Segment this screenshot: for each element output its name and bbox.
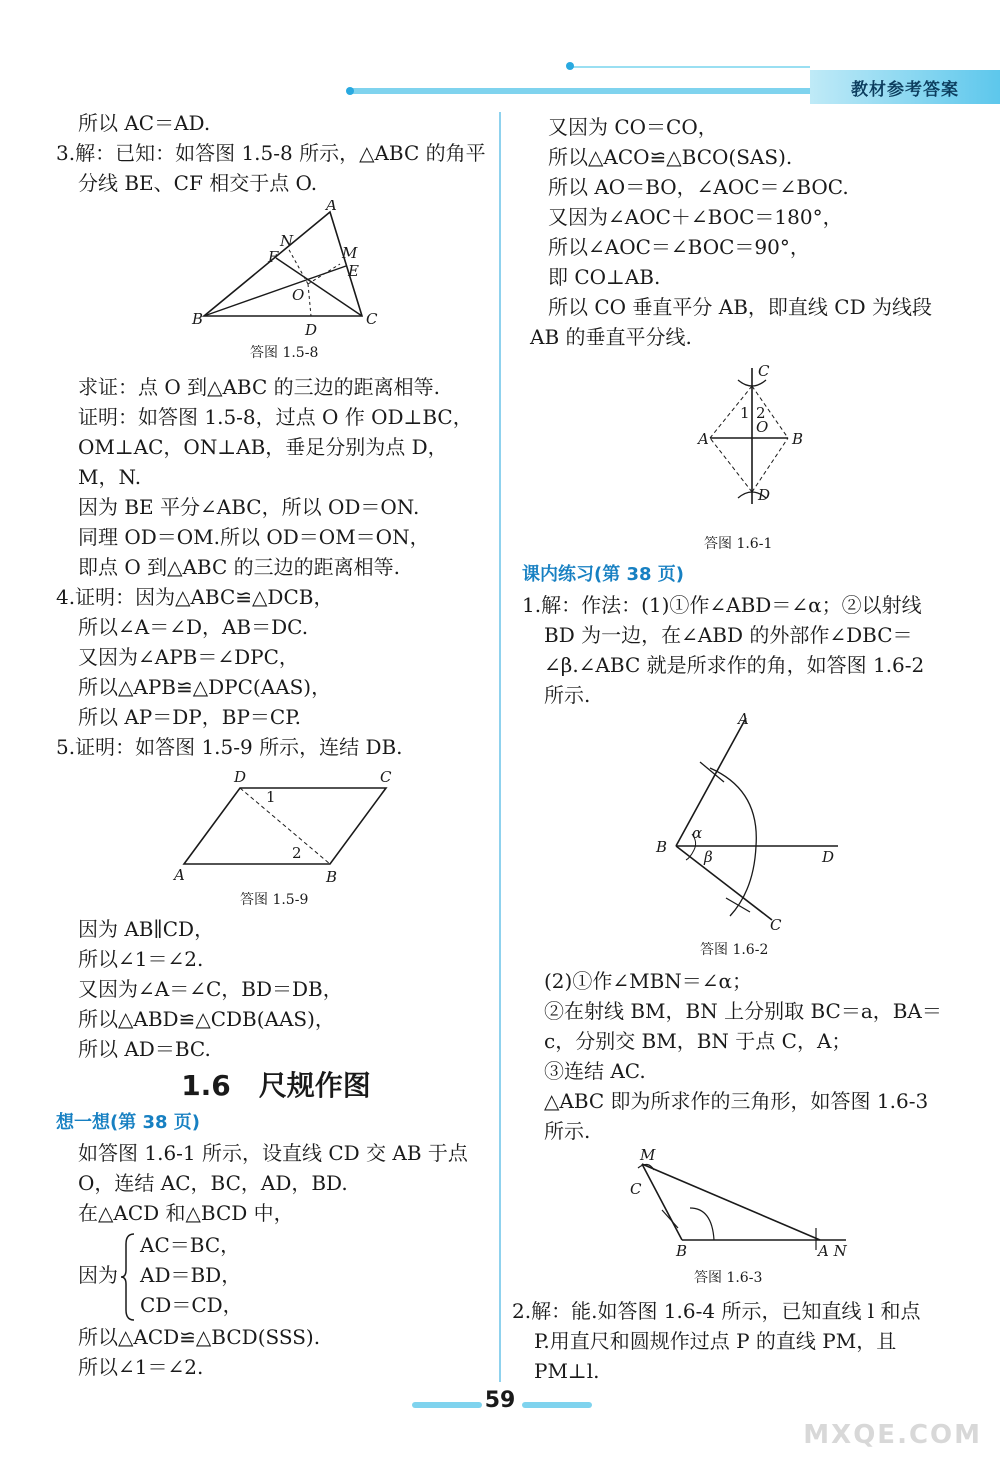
text-line: 分线 BE、CF 相交于点 O. [78, 171, 318, 195]
svg-text:A: A [738, 710, 749, 728]
svg-text:β: β [704, 848, 713, 866]
watermark: MXQE.COM [803, 1420, 982, 1450]
svg-text:A: A [174, 866, 185, 884]
text-line: 所以 AC＝AD. [78, 111, 211, 135]
text-line: △ABC 即为所求作的三角形，如答图 1.6-3 [544, 1089, 929, 1113]
brace-prefix: 因为 [78, 1263, 118, 1287]
svg-text:A: A [326, 200, 337, 214]
text-line: 即点 O 到△ABC 的三边的距离相等. [78, 555, 401, 579]
figure-1-5-8 [190, 200, 390, 370]
figure-1-6-1 [690, 358, 830, 556]
text-line: 所以∠1＝∠2. [78, 947, 204, 971]
svg-text:C: C [770, 916, 782, 934]
figure-1-6-2 [640, 710, 860, 964]
svg-text:D: D [305, 321, 318, 339]
brace-line: AC＝BC， [140, 1233, 241, 1257]
header-dot [346, 87, 354, 95]
svg-text:E: E [348, 262, 359, 280]
figure-1-6-3 [620, 1146, 870, 1292]
left-column-proof5 [56, 914, 496, 1228]
brace-group [78, 1230, 378, 1324]
svg-text:B: B [192, 310, 204, 328]
text-line: 如答图 1.6-1 所示，设直线 CD 交 AB 于点 [78, 1141, 468, 1165]
text-line: 证明：如答图 1.5-8，过点 O 作 OD⊥BC， [78, 405, 473, 429]
svg-text:M: M [640, 1146, 656, 1164]
text-line: 所以 AP＝DP，BP＝CP. [78, 705, 301, 729]
text-line: 所以△ACD≌△BCD(SSS). [78, 1325, 321, 1349]
brace-line: AD＝BD， [140, 1263, 242, 1287]
text-line: (2)①作∠MBN＝∠α； [544, 969, 753, 993]
text-line: 所以 AD＝BC. [78, 1037, 211, 1061]
text-line: 所以∠1＝∠2. [78, 1355, 204, 1379]
text-line: 同理 OD＝OM.所以 OD＝OM＝ON， [78, 525, 430, 549]
text-line: 又因为∠A＝∠C，BD＝DB， [78, 977, 343, 1001]
text-line: 5.证明：如答图 1.5-9 所示，连结 DB. [56, 735, 403, 759]
svg-text:C: C [630, 1180, 642, 1198]
svg-text:D: D [758, 486, 771, 504]
page-number-decoration [522, 1402, 592, 1408]
svg-text:B: B [326, 868, 338, 886]
svg-text:α: α [692, 824, 703, 842]
text-line: c，分别交 BM，BN 于点 C，A； [544, 1029, 852, 1053]
svg-text:D: D [234, 768, 247, 786]
svg-text:C: C [366, 310, 378, 328]
text-line: OM⊥AC，ON⊥AB，垂足分别为点 D， [78, 435, 448, 459]
text-line: 即 CO⊥AB. [548, 265, 661, 289]
svg-text:B: B [792, 430, 804, 448]
svg-text:B: B [656, 838, 668, 856]
text-line: 所以 AO＝BO，∠AOC＝∠BOC. [548, 175, 849, 199]
right-column [526, 112, 976, 352]
column-divider [499, 112, 501, 1382]
header-line-thin [570, 66, 810, 68]
text-line: AB 的垂直平分线. [530, 325, 692, 349]
svg-text:A N: A N [818, 1242, 847, 1260]
text-line: 又因为∠AOC＋∠BOC＝180°， [548, 205, 843, 229]
text-line: ②在射线 BM，BN 上分别取 BC＝a，BA＝ [544, 999, 942, 1023]
text-line: BD 为一边，在∠ABD 的外部作∠DBC＝ [544, 623, 913, 647]
text-line: 所以∠A＝∠D，AB＝DC. [78, 615, 309, 639]
text-line: 所示. [544, 1119, 591, 1143]
svg-text:1: 1 [266, 788, 276, 806]
text-line: 因为 BE 平分∠ABC，所以 OD＝ON. [78, 495, 420, 519]
brace-line: CD＝CD， [140, 1293, 243, 1317]
text-line: 所以∠AOC＝∠BOC＝90°， [548, 235, 810, 259]
text-line: 所以 CO 垂直平分 AB，即直线 CD 为线段 [548, 295, 932, 319]
text-line: 在△ACD 和△BCD 中， [78, 1201, 294, 1225]
svg-text:A: A [698, 430, 709, 448]
figure-1-5-9 [170, 764, 410, 914]
svg-text:D: D [822, 848, 835, 866]
right-column-practice [522, 560, 982, 710]
svg-text:B: B [676, 1242, 688, 1260]
figure-caption: 答图 1.6-1 [704, 536, 773, 552]
think-heading: 想一想(第 38 页) [56, 1112, 201, 1133]
svg-text:2: 2 [292, 844, 302, 862]
svg-text:F: F [268, 248, 279, 266]
text-line: 所以△ACO≌△BCO(SAS). [548, 145, 793, 169]
svg-text:O: O [292, 286, 305, 304]
text-line: 又因为 CO＝CO， [548, 115, 718, 139]
header-dot [566, 62, 574, 70]
svg-text:C: C [380, 768, 392, 786]
text-line: M，N. [78, 465, 142, 489]
practice-heading: 课内练习(第 38 页) [522, 564, 685, 585]
text-line: 所示. [544, 683, 591, 707]
text-line: 所以△APB≌△DPC(AAS)， [78, 675, 332, 699]
svg-text:2: 2 [756, 404, 766, 422]
text-line: 4.证明：因为△ABC≌△DCB， [56, 585, 334, 609]
figure-caption: 答图 1.6-2 [700, 942, 769, 958]
brace-icon [120, 1232, 136, 1322]
left-column-proof [56, 372, 496, 762]
text-line: 3.解：已知：如答图 1.5-8 所示，△ABC 的角平 [56, 141, 486, 165]
text-line: ③连结 AC. [544, 1059, 646, 1083]
header-label: 教材参考答案 [810, 70, 1000, 104]
figure-caption: 答图 1.6-3 [694, 1270, 763, 1286]
text-line: 1.解：作法：(1)①作∠ABD＝∠α；②以射线 [522, 593, 922, 617]
text-line: 求证：点 O 到△ABC 的三边的距离相等. [78, 375, 441, 399]
text-line: 又因为∠APB＝∠DPC， [78, 645, 299, 669]
text-line: 因为 AB∥CD， [78, 917, 215, 941]
text-line: 2.解：能.如答图 1.6-4 所示，已知直线 l 和点 [512, 1299, 921, 1323]
text-line: 所以△ABD≌△CDB(AAS)， [78, 1007, 335, 1031]
text-line: ∠β.∠ABC 就是所求作的角，如答图 1.6-2 [544, 653, 925, 677]
text-line: P.用直尺和圆规作过点 P 的直线 PM，且 [534, 1329, 897, 1353]
page-number: 59 [484, 1388, 516, 1413]
figure-caption: 答图 1.5-9 [240, 892, 309, 908]
text-line: PM⊥l. [534, 1359, 600, 1383]
svg-text:N: N [280, 232, 294, 250]
svg-text:M: M [342, 244, 358, 262]
left-column [56, 108, 496, 198]
text-line: O，连结 AC，BC，AD，BD. [78, 1171, 348, 1195]
svg-text:C: C [758, 362, 770, 380]
left-column-end [56, 1322, 496, 1382]
figure-caption: 答图 1.5-8 [250, 345, 319, 361]
svg-text:O: O [756, 418, 769, 436]
svg-text:1: 1 [740, 404, 750, 422]
right-column-end [512, 1296, 982, 1386]
right-column-construct [522, 966, 982, 1146]
section-title: 1.6 尺规作图 [181, 1069, 371, 1102]
